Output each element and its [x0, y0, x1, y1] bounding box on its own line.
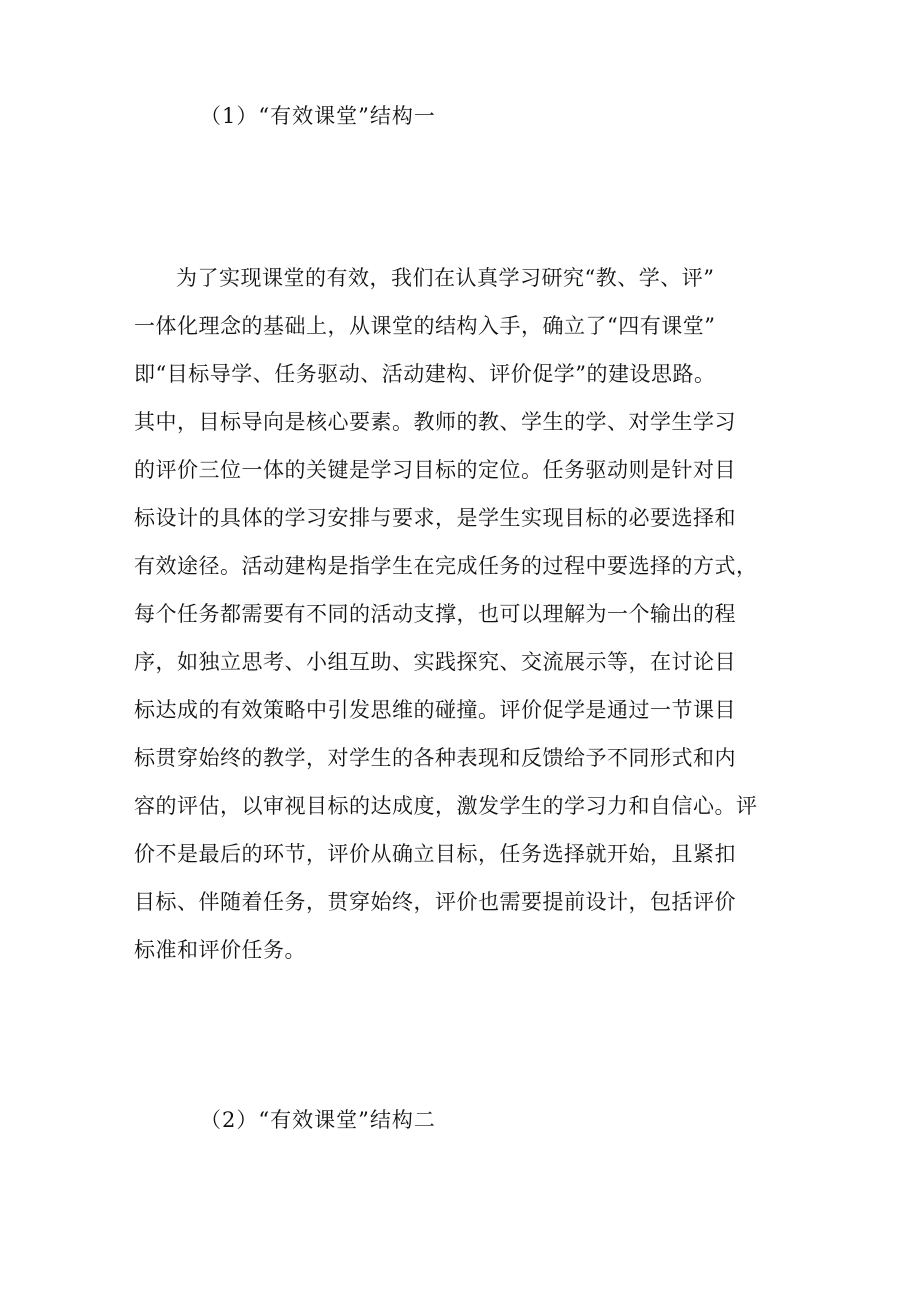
paragraph-line: 标准和评价任务。	[134, 938, 306, 962]
paragraph-line: 其中，目标导向是核心要素。教师的教、学生的学、对学生学习	[134, 410, 736, 434]
body-paragraph	[134, 254, 794, 974]
paragraph-line: 为了实现课堂的有效，我们在认真学习研究“教、学、评”	[176, 266, 715, 290]
paragraph-line: 有效途径。活动建构是指学生在完成任务的过程中要选择的方式，	[134, 554, 758, 578]
paragraph-line: 的评价三位一体的关键是学习目标的定位。任务驱动则是针对目	[134, 458, 736, 482]
section-heading-2: （2）“有效课堂”结构二	[200, 1108, 436, 1132]
paragraph-line: 一体化理念的基础上，从课堂的结构入手，确立了“四有课堂”	[134, 314, 716, 338]
paragraph-line: 目标、伴随着任务，贯穿始终，评价也需要提前设计，包括评价	[134, 890, 736, 914]
paragraph-line: 价不是最后的环节，评价从确立目标，任务选择就开始，且紧扣	[134, 842, 736, 866]
paragraph-line: 序，如独立思考、小组互助、实践探究、交流展示等，在讨论目	[134, 650, 736, 674]
paragraph-line: 容的评估，以审视目标的达成度，激发学生的学习力和自信心。评	[134, 794, 758, 818]
paragraph-line: 标设计的具体的学习安排与要求，是学生实现目标的必要选择和	[134, 506, 736, 530]
paragraph-line: 标贯穿始终的教学，对学生的各种表现和反馈给予不同形式和内	[134, 746, 736, 770]
section-heading-1: （1）“有效课堂”结构一	[200, 104, 436, 128]
paragraph-line: 每个任务都需要有不同的活动支撑，也可以理解为一个输出的程	[134, 602, 736, 626]
paragraph-line: 标达成的有效策略中引发思维的碰撞。评价促学是通过一节课目	[134, 698, 736, 722]
paragraph-line: 即“目标导学、任务驱动、活动建构、评价促学”的建设思路。	[134, 362, 716, 386]
